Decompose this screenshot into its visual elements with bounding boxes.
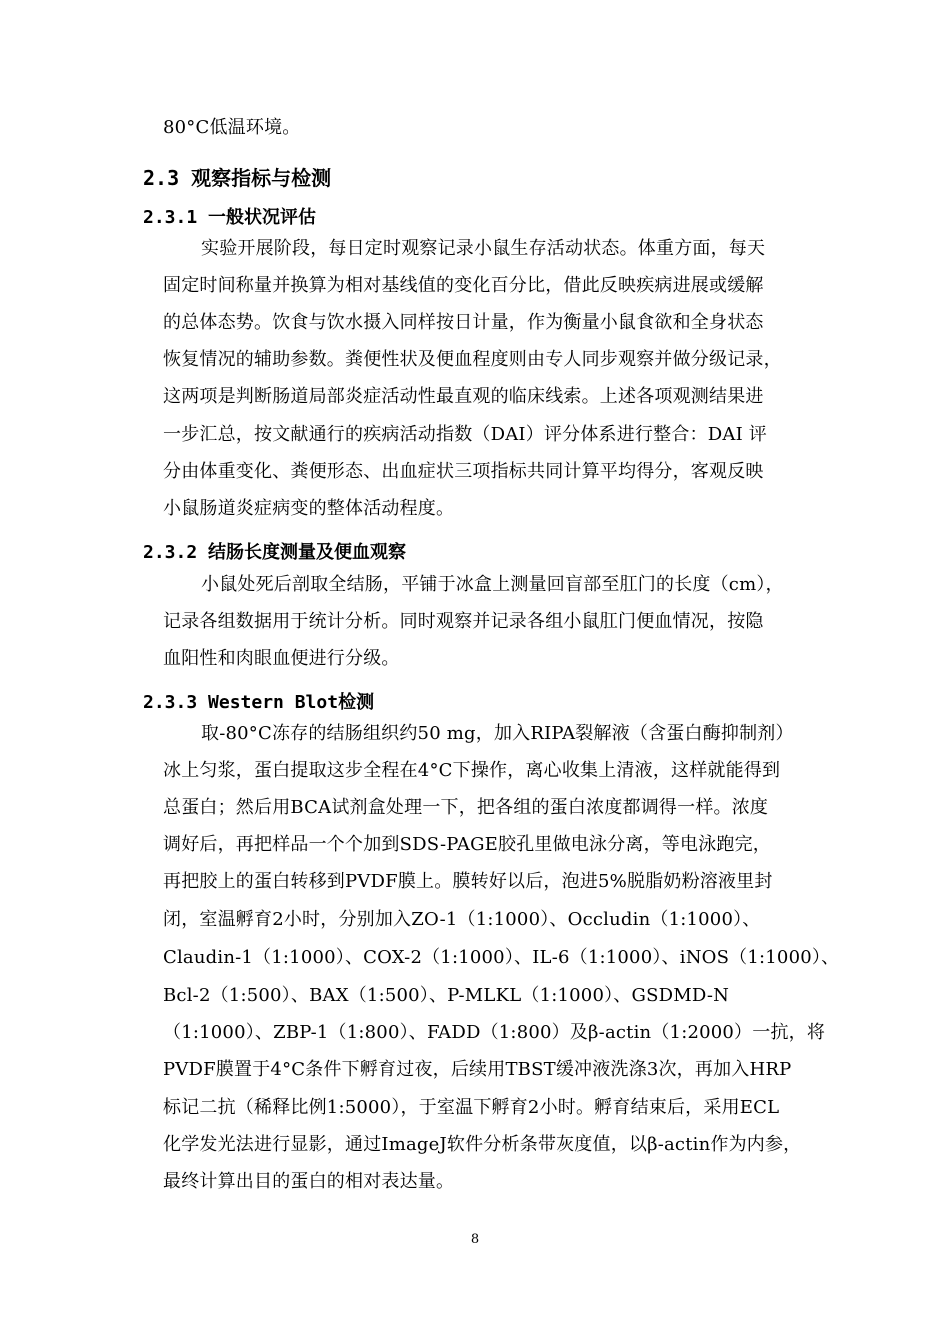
paragraph-line: 调好后，再把样品一个个加到SDS-PAGE胶孔里做电泳分离，等电泳跑完，: [163, 834, 772, 855]
paragraph-line: PVDF膜置于4°C条件下孵育过夜，后续用TBST缓冲液洗涤3次，再加入HRP: [163, 1059, 792, 1080]
section-heading-2-3: 2.3 观察指标与检测: [143, 166, 332, 190]
paragraph-line: 闭，室温孵育2小时，分别加入ZO-1（1:1000）、Occludin（1:1000）、: [163, 909, 761, 930]
paragraph-line: Claudin-1（1:1000）、COX-2（1:1000）、IL-6（1:1000）、iNOS（1:1000）、: [163, 947, 840, 968]
paragraph-line: 小鼠肠道炎症病变的整体活动程度。: [163, 498, 455, 519]
paragraph-line: 恢复情况的辅助参数。粪便性状及便血程度则由专人同步观察并做分级记录，: [163, 349, 782, 370]
paragraph-line: 小鼠处死后剖取全结肠，平铺于冰盒上测量回盲部至肛门的长度（cm），: [201, 574, 784, 595]
paragraph-line: 冰上匀浆，蛋白提取这步全程在4°C下操作，离心收集上清液，这样就能得到: [163, 760, 781, 781]
paragraph-line: 这两项是判断肠道局部炎症活动性最直观的临床线索。上述各项观测结果进: [163, 386, 764, 407]
paragraph-line: 记录各组数据用于统计分析。同时观察并记录各组小鼠肛门便血情况，按隐: [163, 611, 764, 632]
page-number: 8: [470, 1232, 480, 1247]
paragraph-line: 总蛋白；然后用BCA试剂盒处理一下，把各组的蛋白浓度都调得一样。浓度: [163, 797, 769, 818]
section-heading-2-3-1: 2.3.1 一般状况评估: [143, 207, 317, 228]
paragraph-line: 固定时间称量并换算为相对基线值的变化百分比，借此反映疾病进展或缓解: [163, 275, 764, 296]
paragraph-line: 实验开展阶段，每日定时观察记录小鼠生存活动状态。体重方面，每天: [201, 238, 766, 259]
paragraph-line: （1:1000）、ZBP-1（1:800）、FADD（1:800）及β-actin（1:2000）一抗，将: [163, 1022, 826, 1043]
paragraph-line: 一步汇总，按文献通行的疾病活动指数（DAI）评分体系进行整合：DAI 评: [163, 424, 768, 445]
paragraph-line: 最终计算出目的蛋白的相对表达量。: [163, 1171, 455, 1192]
paragraph-line: 取-80°C冻存的结肠组织约50 mg，加入RIPA裂解液（含蛋白酶抑制剂）: [201, 723, 794, 744]
section-heading-2-3-2: 2.3.2 结肠长度测量及便血观察: [143, 542, 407, 563]
paragraph-line: 再把胶上的蛋白转移到PVDF膜上。膜转好以后，泡进5%脱脂奶粉溶液里封: [163, 871, 773, 892]
paragraph-line: 分由体重变化、粪便形态、出血症状三项指标共同计算平均得分，客观反映: [163, 461, 764, 482]
section-heading-2-3-3: 2.3.3 Western Blot检测: [143, 692, 375, 713]
paragraph-line: 血阳性和肉眼血便进行分级。: [163, 648, 400, 669]
paragraph-line: 标记二抗（稀释比例1:5000），于室温下孵育2小时。孵育结束后，采用ECL: [163, 1097, 780, 1118]
paragraph-line: 化学发光法进行显影，通过ImageJ软件分析条带灰度值，以β-actin作为内参，: [163, 1134, 802, 1155]
paragraph-line: 的总体态势。饮食与饮水摄入同样按日计量，作为衡量小鼠食欲和全身状态: [163, 312, 764, 333]
continued-text-line: 80°C低温环境。: [163, 117, 301, 138]
paragraph-line: Bcl-2（1:500）、BAX（1:500）、P-MLKL（1:1000）、GSDMD-N: [163, 985, 730, 1006]
